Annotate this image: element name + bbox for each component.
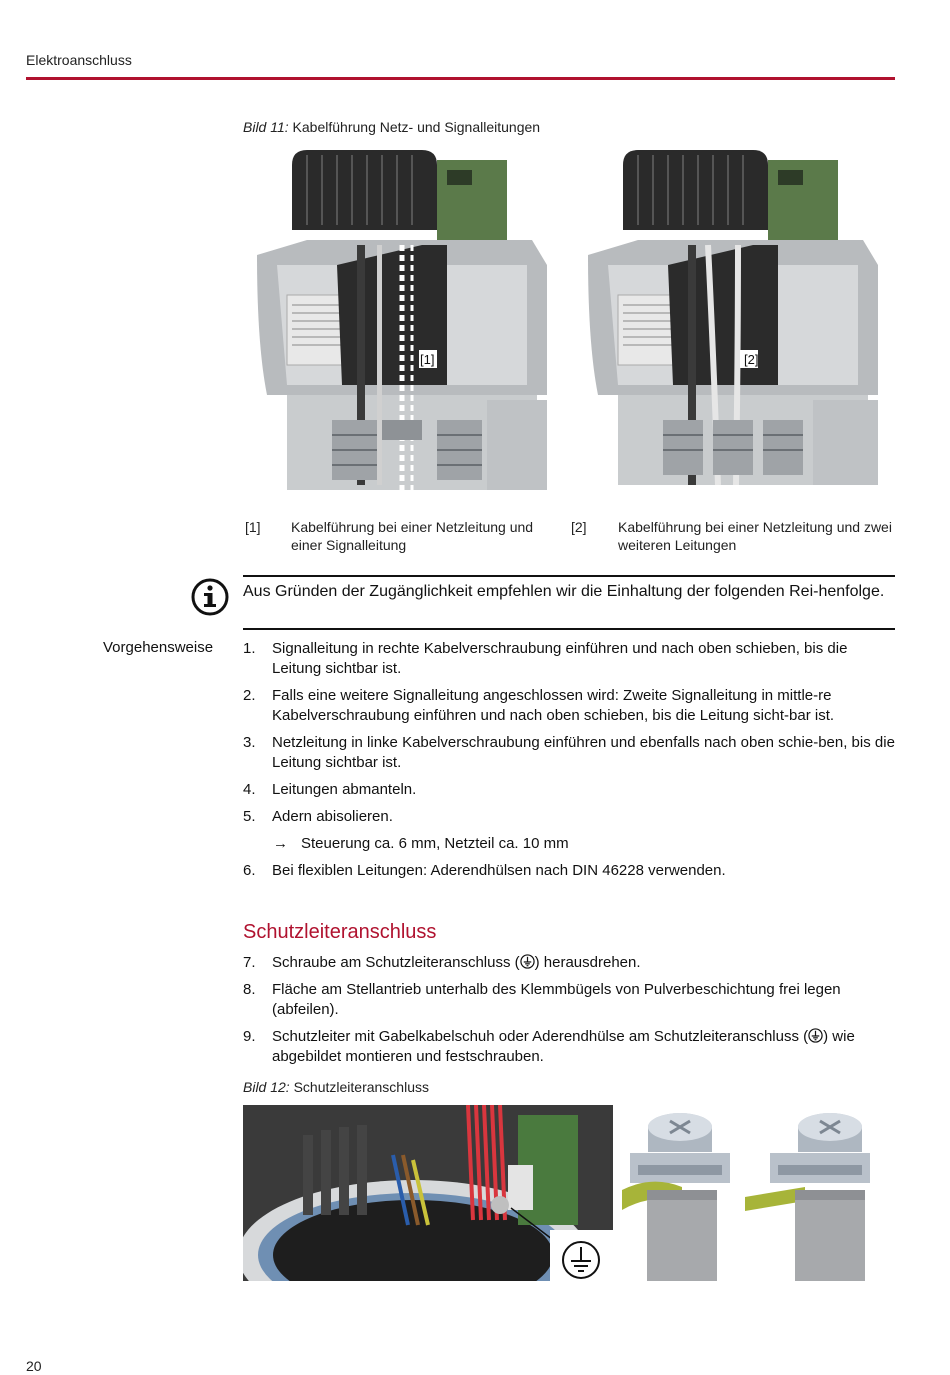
figure11-legend-item-1 bbox=[245, 518, 565, 558]
result-arrow-icon: → bbox=[273, 835, 288, 852]
step-9: 9. Schutzleiter mit Gabelkabelschuh oder Aderendhülse am Schutzleiteranschluss ( ) wie abgebildet montieren und festschrauben. bbox=[243, 1028, 855, 1065]
legend-number: [2] bbox=[571, 519, 587, 535]
figure12-image-wiring bbox=[243, 1105, 613, 1281]
step-3: 3. Netzleitung in linke Kabelverschraubung einführen und ebenfalls nach oben schie-ben, bis die Leitung sichtbar ist. bbox=[243, 734, 895, 771]
figure11-marker-1: [1] bbox=[420, 352, 435, 367]
ground-icon bbox=[808, 1028, 823, 1043]
step-4: 4. Leitungen abmanteln. bbox=[243, 781, 417, 798]
info-icon bbox=[190, 577, 230, 617]
grounding-steps bbox=[243, 953, 895, 1074]
header-title: Elektroanschluss bbox=[26, 52, 132, 68]
step-8: 8. Fläche am Stellantrieb unterhalb des Klemmbügels von Pulverbeschichtung frei legen (abfeilen). bbox=[243, 981, 841, 1018]
figure11-image-right bbox=[578, 145, 886, 485]
figure12-image-fork-lug bbox=[622, 1105, 738, 1281]
figure11-legend-item-2 bbox=[571, 518, 891, 558]
procedure-label: Vorgehensweise bbox=[103, 639, 214, 656]
legend-number: [1] bbox=[245, 519, 261, 535]
figure12-caption bbox=[243, 1079, 429, 1095]
ground-icon bbox=[520, 954, 535, 969]
figure11-image-left bbox=[247, 145, 563, 490]
legend-text: Kabelführung bei einer Netzleitung und einer Signalleitung bbox=[291, 519, 534, 553]
section-title: Schutzleiteranschluss bbox=[243, 921, 437, 943]
legend-text: Kabelführung bei einer Netzleitung und zwei weiteren Leitungen bbox=[618, 519, 892, 553]
figure12-caption-text: Schutzleiteranschluss bbox=[289, 1079, 429, 1095]
step-5-result: → Steuerung ca. 6 mm, Netzteil ca. 10 mm bbox=[273, 835, 569, 852]
step-7: 7. Schraube am Schutzleiteranschluss ( ) herausdrehen. bbox=[243, 954, 641, 971]
figure11-caption bbox=[243, 119, 540, 135]
figure11-caption-label: Bild 11: bbox=[243, 119, 289, 135]
page-number: 20 bbox=[26, 1358, 42, 1374]
header-divider bbox=[26, 77, 895, 80]
step-6: 6. Bei flexiblen Leitungen: Aderendhülsen nach DIN 46228 verwenden. bbox=[243, 862, 726, 879]
procedure-steps bbox=[243, 639, 895, 888]
figure11-caption-text: Kabelführung Netz- und Signalleitungen bbox=[288, 119, 541, 135]
step-2: 2. Falls eine weitere Signalleitung angeschlossen wird: Zweite Signalleitung in mittle-re Kabelverschraubung einführen und nach oben schieben, bis die Leitung sicht-bar ist. bbox=[243, 687, 835, 724]
step-5: 5. Adern abisolieren. bbox=[243, 808, 393, 825]
figure12-image-ferrule bbox=[745, 1105, 870, 1281]
note-bottom-rule bbox=[243, 628, 895, 630]
figure12-caption-label: Bild 12: bbox=[243, 1079, 290, 1095]
step-1: 1. Signalleitung in rechte Kabelverschraubung einführen und nach oben schieben, bis die Leitung sichtbar ist. bbox=[243, 640, 848, 677]
figure11-marker-2: [2] bbox=[744, 352, 759, 367]
note-top-rule bbox=[243, 575, 895, 577]
note-text: Aus Gründen der Zugänglichkeit empfehlen wir die Einhaltung der folgenden Rei-henfolge. bbox=[243, 583, 885, 600]
